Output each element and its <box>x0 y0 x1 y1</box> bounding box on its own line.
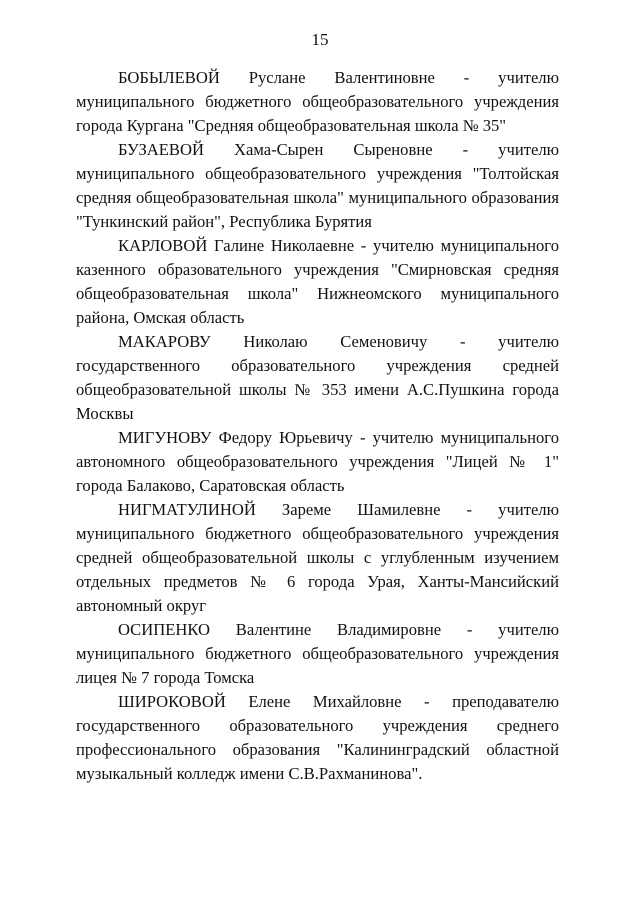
list-item: МАКАРОВУ Николаю Семеновичу - учителю государственного образовательного учреждения средней общеобразовательной школы № 353 имени А.С.Пушкина города Москвы <box>76 332 559 423</box>
list-item: БОБЫЛЕВОЙ Руслане Валентиновне - учителю муниципального бюджетного общеобразовательного учреждения города Кургана "Средняя общеобразовательная школа № 35" <box>76 68 559 135</box>
list-item: МИГУНОВУ Федору Юрьевичу - учителю муниципального автономного общеобразовательного учреждения "Лицей № 1" города Балаково, Саратовская область <box>76 428 559 495</box>
page-number: 15 <box>311 30 329 49</box>
list-item: КАРЛОВОЙ Галине Николаевне - учителю муниципального казенного образовательного учреждения "Смирновская средняя общеобразовательная школа" Нижнеомского муниципального района, Омская область <box>76 236 559 327</box>
list-item: ШИРОКОВОЙ Елене Михайловне - преподавателю государственного образовательного учреждения среднего профессионального образования "Калининградский областной музыкальный колледж имени С.В.Рахманинова". <box>76 692 559 783</box>
award-list <box>76 66 559 786</box>
list-item: БУЗАЕВОЙ Хама-Сырен Сыреновне - учителю муниципального общеобразовательного учреждения "Толтойская средняя общеобразовательная школа" муниципального образования "Тункинский район", Республика Бурятия <box>76 140 559 231</box>
list-item: ОСИПЕНКО Валентине Владимировне - учителю муниципального бюджетного общеобразовательного учреждения лицея № 7 города Томска <box>76 620 559 687</box>
list-item: НИГМАТУЛИНОЙ Зареме Шамилевне - учителю муниципального бюджетного общеобразовательного учреждения средней общеобразовательной школы с углубленным изучением отдельных предметов № 6 города Урая, Ханты-Мансийский автономный округ <box>76 500 559 615</box>
